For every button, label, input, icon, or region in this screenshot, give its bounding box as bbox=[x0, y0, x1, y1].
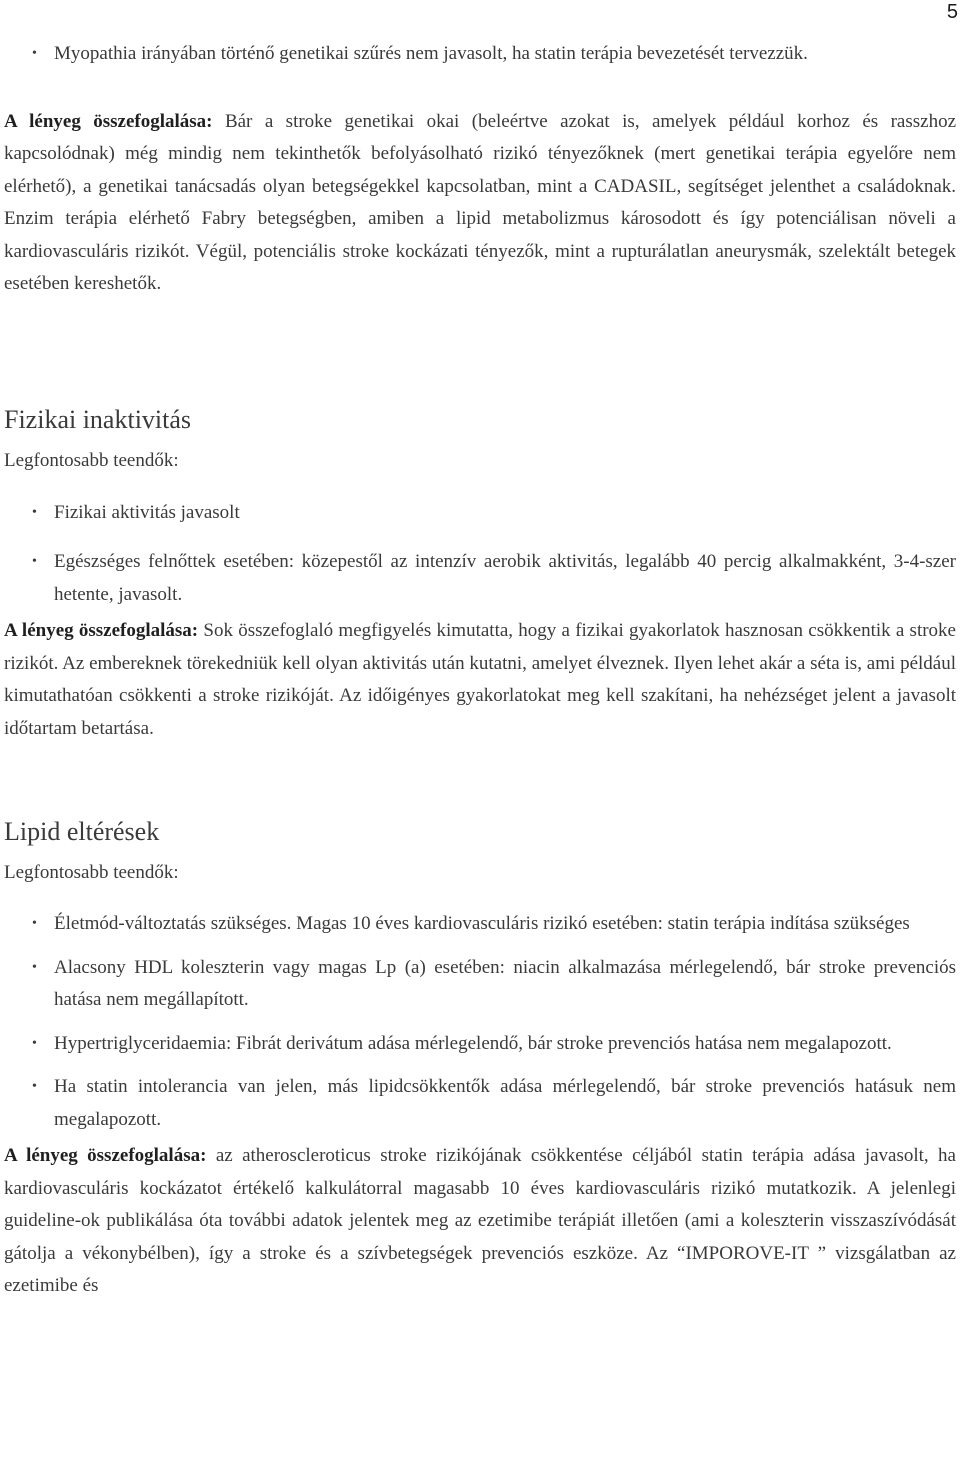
section-title-physical: Fizikai inaktivitás bbox=[4, 404, 192, 434]
physical-bullet-list bbox=[4, 497, 956, 612]
document-body bbox=[4, 38, 956, 1303]
page-number: 5 bbox=[946, 1, 958, 23]
summary-text: az atheroscleroticus stroke rizikójának csökkentése céljából statin terápia adása javasolt, ha kardiovasculáris kockázatot értékelő kalkulátorral magasabb 10 éves kardiovasculáris rizikó mutatkozik. A jelenlegi guideline-ok publikálása óta további adatok jelentek meg az ezetimibe terápiát illetően (ami a koleszterin visszaszívódását gátolja a vékonybélben), így a stroke és a szívbetegségek prevenciós eszköze. Az “IMPOROVE-IT ” vizsgálatban az ezetimibe és bbox=[4, 1145, 956, 1296]
summary-label: A lényeg összefoglalása: bbox=[4, 1145, 216, 1166]
intro-bullet-list bbox=[4, 38, 956, 71]
section-subtitle-lipid: Legfontosabb teendők: bbox=[4, 862, 179, 883]
list-item: • Myopathia irányában történő genetikai szűrés nem javasolt, ha statin terápia bevezetését tervezzük. bbox=[4, 38, 956, 71]
summary-text: Bár a stroke genetikai okai (beleértve azokat is, amelyek például korhoz és rasszhoz kapcsolódnak) még mindig nem tekinthetők befolyásolható rizikó tényezőknek (mert genetikai terápia egyelőre nem elérhető), a genetikai tanácsadás olyan betegségekkel kapcsolatban, mint a CADASIL, segítséget jelenthet a családoknak. Enzim terápia elérhető Fabry betegségben, amiben a lipid metabolizmus károsodott és így potenciálisan növeli a kardiovasculáris rizikót. Végül, potenciális stroke kockázati tényezők, mint a rupturálatlan aneurysmák, szelektált betegek esetében kereshetők. bbox=[4, 110, 957, 294]
summary-paragraph bbox=[4, 106, 956, 301]
summary-paragraph bbox=[4, 615, 956, 745]
list-item: • Alacsony HDL koleszterin vagy magas Lp (a) esetében: niacin alkalmazása mérlegelendő, bár stroke prevenciós hatása nem megállapított. bbox=[4, 952, 956, 1017]
list-item: • Hypertriglyceridaemia: Fibrát derivátum adása mérlegelendő, bár stroke prevenciós hatása nem megalapozott. bbox=[4, 1028, 956, 1061]
list-item: • Egészséges felnőttek esetében: közepestől az intenzív aerobik aktivitás, legalább 40 percig alkalmakként, 3-4-szer hetente, javasolt. bbox=[4, 546, 956, 611]
summary-text: Sok összefoglaló megfigyelés kimutatta, hogy a fizikai gyakorlatok hasznosan csökkentik a stroke rizikót. Az embereknek törekedniük kell olyan aktivitás után kutatni, amelyet élveznek. Ilyen lehet akár a séta is, ami például kimutathatóan csökkenti a stroke rizikóját. Az időigényes gyakorlatokat meg kell szakítani, ha nehézséget jelent a javasolt időtartam betartása. bbox=[4, 620, 956, 739]
summary-label: A lényeg összefoglalása: bbox=[4, 620, 204, 641]
lipid-bullet-list bbox=[4, 908, 956, 1136]
section-title-lipid: Lipid eltérések bbox=[4, 817, 160, 846]
list-item: • Életmód-változtatás szükséges. Magas 10 éves kardiovasculáris rizikó esetében: statin terápia indítása szükséges bbox=[4, 908, 956, 941]
summary-paragraph bbox=[4, 1140, 956, 1303]
list-item: • Fizikai aktivitás javasolt bbox=[4, 497, 956, 530]
section-subtitle-physical: Legfontosabb teendők: bbox=[4, 449, 179, 471]
list-item: • Ha statin intolerancia van jelen, más lipidcsökkentők adása mérlegelendő, bár stroke prevenciós hatásuk nem megalapozott. bbox=[4, 1071, 956, 1136]
summary-label: A lényeg összefoglalása: bbox=[4, 110, 225, 132]
